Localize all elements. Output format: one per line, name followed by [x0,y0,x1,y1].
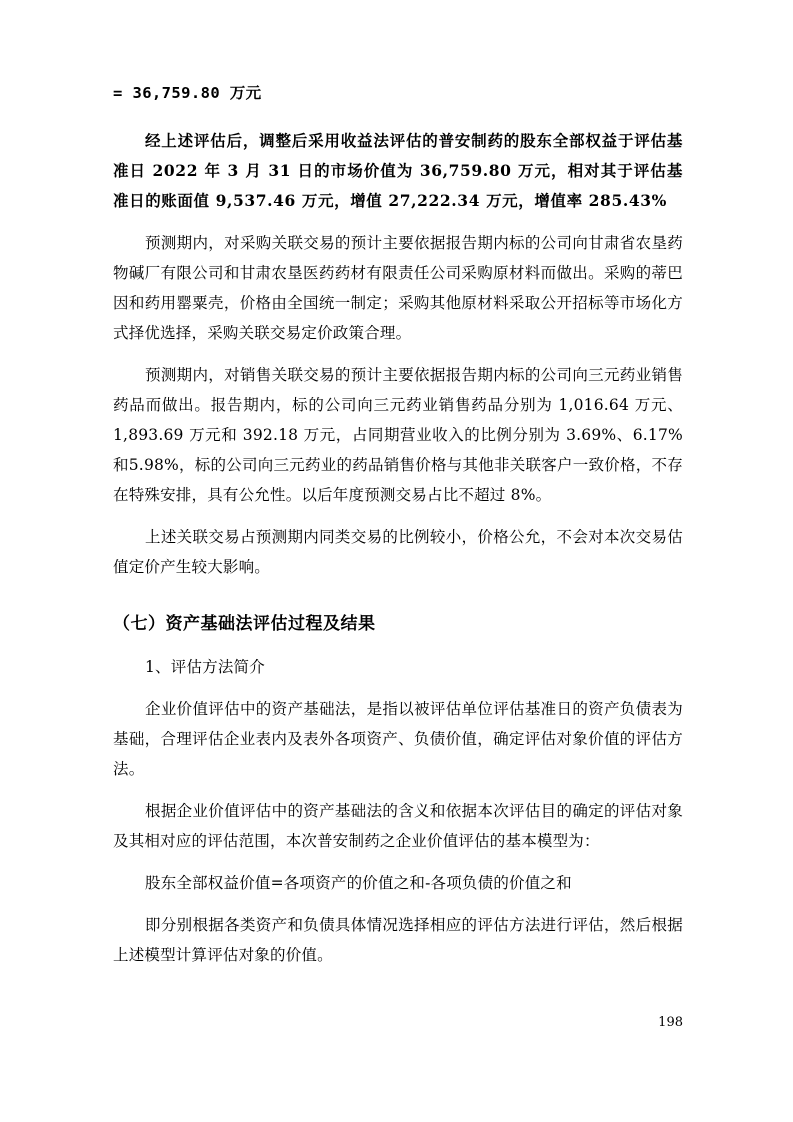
related-transaction-conclusion-paragraph: 上述关联交易占预测期内同类交易的比例较小，价格公允，不会对本次交易估值定价产生较大影响。 [113,528,683,576]
page-number: 198 [658,1015,683,1030]
procurement-related-transaction-paragraph: 预测期内，对采购关联交易的预计主要依据报告期内标的公司向甘肃省农垦药物碱厂有限公司和甘肃农垦医药药材有限责任公司采购原材料而做出。采购的蒂巴因和药用罂粟壳，价格由全国统一制定；采购其他原材料采取公开招标等市场化方式择优选择，采购关联交易定价政策合理。 [113,234,683,342]
valuation-summary-paragraph: 经上述评估后，调整后采用收益法评估的普安制药的股东全部权益于评估基准日 2022 年 3 月 31 日的市场价值为 36,759.80 万元，相对其于评估基准日的账面值 9,537.46 万元，增值 27,222.34 万元，增值率 285.43% [113,131,683,210]
page-content [113,78,683,970]
asset-based-definition-paragraph: 企业价值评估中的资产基础法，是指以被评估单位评估基准日的资产负债表为基础，合理评估企业表内及表外各项资产、负债价值，确定评估对象价值的评估方法。 [113,700,683,778]
subsection-method-introduction: 1、评估方法简介 [145,658,265,676]
section-heading-asset-based-method: （七）资产基础法评估过程及结果 [113,614,376,634]
equity-value-formula-paragraph: 股东全部权益价值=各项资产的价值之和-各项负债的价值之和 [145,874,572,892]
formula-result-line: = 36,759.80 万元 [113,84,262,102]
valuation-model-intro-paragraph: 根据企业价值评估中的资产基础法的含义和依据本次评估目的确定的评估对象及其相对应的评估范围，本次普安制药之企业价值评估的基本模型为： [113,802,683,850]
valuation-procedure-paragraph: 即分别根据各类资产和负债具体情况选择相应的评估方法进行评估，然后根据上述模型计算评估对象的价值。 [113,916,683,964]
sales-related-transaction-paragraph: 预测期内，对销售关联交易的预计主要依据报告期内标的公司向三元药业销售药品而做出。报告期内，标的公司向三元药业销售药品分别为 1,016.64 万元、1,893.69 万元和 392.18 万元，占同期营业收入的比例分别为 3.69%、6.17%和5.98%，标的公司向三元药业的药品销售价格与其他非关联客户一致价格，不存在特殊安排，具有公允性。以后年度预测交易占比不超过 8%。 [113,366,683,504]
